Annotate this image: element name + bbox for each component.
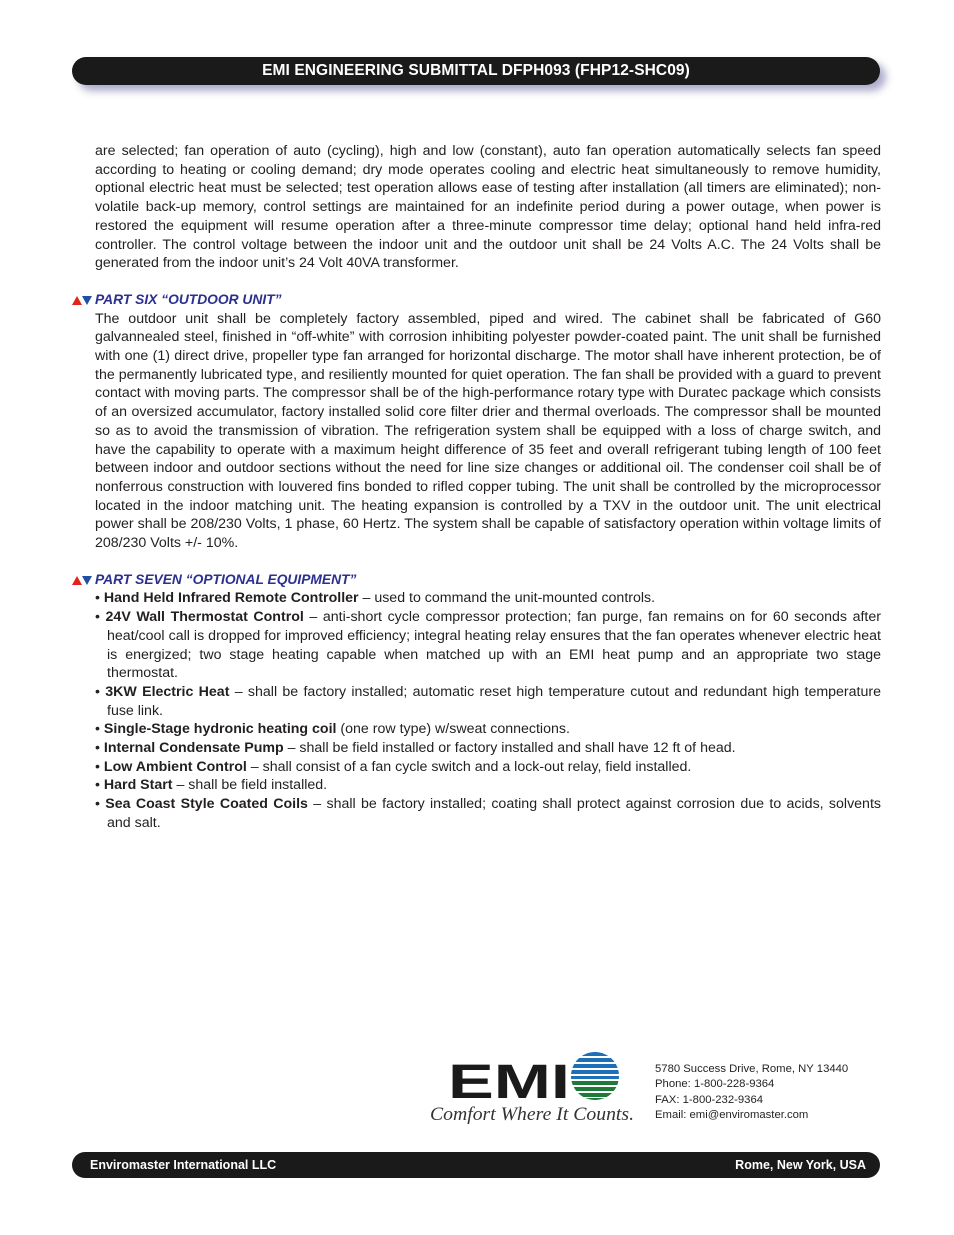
- globe-icon: [568, 1052, 624, 1101]
- item-desc: – anti-short cycle compressor protection; fan purge, fan remains on for 60 seconds after heat/cool call is dropped for improved efficiency; integral heating relay ensures that the fan operates whenever electric heat is energized; two stage heating capable when matched up with an EMI heat pump and an appropriate two stage thermostat.: [107, 609, 881, 682]
- footer-bar: [72, 1152, 880, 1178]
- emi-logo: [428, 1052, 638, 1124]
- footer-company: Enviromaster International LLC: [90, 1158, 277, 1172]
- item-desc: – shall be factory installed; coating shall protect against corrosion due to acids, solvents and salt.: [107, 796, 881, 831]
- part-six-heading: [71, 291, 881, 310]
- item-name: Hand Held Infrared Remote Controller: [103, 590, 359, 607]
- list-item: • Hand Held Infrared Remote Controller – used to command the unit-mounted controls.: [95, 590, 656, 607]
- list-item: • Sea Coast Style Coated Coils – shall be factory installed; coating shall protect against corrosion due to acids, solvents and salt.: [95, 796, 881, 831]
- part-six-title: PART SIX “OUTDOOR UNIT”: [95, 291, 282, 307]
- list-item: • 3KW Electric Heat – shall be factory installed; automatic reset high temperature cutout and redundant high temperature fuse link.: [95, 683, 881, 719]
- up-down-arrows-icon: [71, 574, 93, 586]
- optional-equipment-list: [95, 589, 881, 832]
- list-item: • 24V Wall Thermostat Control – anti-short cycle compressor protection; fan purge, fan remains on for 60 seconds after heat/cool call is dropped for improved efficiency; integral heating relay ensures that the fan operates whenever electric heat is energized; two stage heating capable when matched up with an EMI heat pump and an appropriate two stage thermostat.: [95, 609, 881, 682]
- email: Email: emi@enviromaster.com: [655, 1108, 809, 1121]
- address: 5780 Success Drive, Rome, NY 13440: [655, 1063, 849, 1075]
- item-name: Hard Start: [103, 777, 173, 794]
- item-desc: – shall be field installed or factory installed and shall have 12 ft of head.: [283, 740, 736, 757]
- page-title: EMI ENGINEERING SUBMITTAL DFPH093 (FHP12-SHC09): [262, 62, 690, 79]
- logo-tagline: Comfort Where It Counts.: [430, 1104, 634, 1124]
- intro-paragraph: are selected; fan operation of auto (cycling), high and low (constant), auto fan operation automatically selects fan speed according to heating or cooling demand; dry mode operates cooling and electric heat simultaneously to remove humidity, optional electric heat must be selected; test operation allows ease of testing after installation (all timers are eliminated); non-volatile back-up memory, control settings are maintained for an indefinite period during a power outage, when power is restored the equipment will resume operation after a three-minute compressor time delay; optional hand held infra-red controller. The control voltage between the indoor unit and the outdoor unit shall be 24 Volts A.C. The 24 Volts shall be generated from the indoor unit’s 24 Volt 40VA transformer.: [95, 143, 881, 272]
- item-desc: – shall be field installed.: [172, 777, 328, 794]
- item-desc: – shall be factory installed; automatic reset high temperature cutout and redundant high temperature fuse link.: [107, 683, 881, 719]
- main-content: [95, 142, 881, 833]
- list-item: • Internal Condensate Pump – shall be field installed or factory installed and shall have 12 ft of head.: [95, 740, 736, 757]
- item-name: 3KW Electric Heat: [105, 683, 230, 700]
- item-name: 24V Wall Thermostat Control: [105, 609, 304, 626]
- item-name: Low Ambient Control: [103, 758, 247, 775]
- logo-wordmark: EMI: [448, 1056, 570, 1109]
- item-name: Internal Condensate Pump: [103, 740, 284, 757]
- part-six-section: [95, 291, 881, 553]
- item-desc: – used to command the unit-mounted controls.: [358, 590, 656, 607]
- item-desc: – shall consist of a fan cycle switch and a lock-out relay, field installed.: [246, 758, 692, 775]
- item-name: Single-Stage hydronic heating coil: [103, 721, 337, 738]
- item-desc: (one row type) w/sweat connections.: [336, 721, 570, 738]
- fax: FAX: 1-800-232-9364: [655, 1093, 764, 1106]
- footer-location: Rome, New York, USA: [735, 1158, 866, 1172]
- header-bar: [72, 57, 880, 85]
- list-item: • Low Ambient Control – shall consist of a fan cycle switch and a lock-out relay, field installed.: [95, 758, 692, 775]
- item-name: Sea Coast Style Coated Coils: [105, 796, 308, 813]
- up-down-arrows-icon: [71, 294, 93, 306]
- contact-info: [655, 1062, 848, 1123]
- phone: Phone: 1-800-228-9364: [655, 1078, 775, 1091]
- part-seven-heading: [71, 571, 881, 590]
- part-seven-title: PART SEVEN “OPTIONAL EQUIPMENT”: [95, 571, 357, 587]
- list-item: • Single-Stage hydronic heating coil (one row type) w/sweat connections.: [95, 721, 570, 738]
- part-six-body: The outdoor unit shall be completely factory assembled, piped and wired. The cabinet shall be fabricated of G60 galvannealed steel, finished in “off-white” with corrosion inhibiting polyester powder-coated paint. The unit shall be furnished with one (1) direct drive, propeller type fan arranged for horizontal discharge. The motor shall have inherent protection, be of the permanently lubricated type, and resiliently mounted for quiet operation. The fan shall be provided with a guard to prevent contact with moving parts. The compressor shall be of the high-performance rotary type with Duratec package which consists of an oversized accumulator, factory installed solid core filter drier and thermal overloads. The compressor shall be mounted so as to avoid the transmission of vibration. The refrigeration system shall be equipped with a loss of charge switch, and have the capability to operate with a maximum height difference of 35 feet and overall refrigerant tubing length of 100 feet between indoor and outdoor sections without the need for line size changes or additional oil. The condenser coil shall be of nonferrous construction with louvered fins bonded to rifled copper tubing. The unit shall be controlled by the microprocessor located in the indoor matching unit. The heating expansion is controlled by a TXV in the outdoor unit. The unit electrical power shall be 208/230 Volts, 1 phase, 60 Hertz. The system shall be capable of satisfactory operation within voltage limits of 208/230 Volts +/- 10%.: [95, 310, 881, 552]
- list-item: • Hard Start – shall be field installed.: [95, 777, 328, 794]
- part-seven-section: [95, 571, 881, 833]
